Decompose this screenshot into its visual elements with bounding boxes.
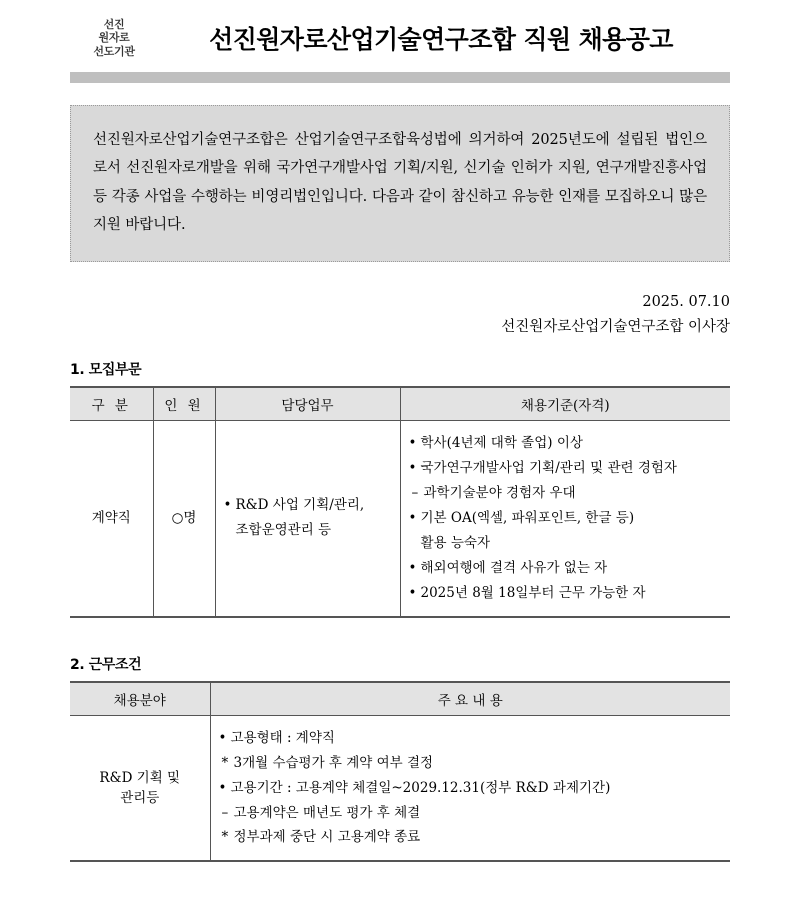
introduction-paragraph: 선진원자로산업기술연구조합은 산업기술연구조합육성법에 의거하여 2025년도에 설립된 법인으로서 선진원자로개발을 위해 국가연구개발사업 기획/지원, 신기술 인허가 지원, 연구개발진흥사업 등 각종 사업을 수행하는 비영리법인입니다. 다음과 같이 참신하고 유능한 인재를 모집하오니 많은 지원 바랍니다. <box>93 132 707 233</box>
list-item: • 학사(4년제 대학 졸업) 이상 <box>407 431 725 456</box>
column-header-qualifications: 채용기준(자격) <box>400 387 730 421</box>
organization-logo <box>70 18 158 58</box>
introduction-box <box>70 105 730 262</box>
list-item: • 기본 OA(엑셀, 파워포인트, 한글 등) <box>407 506 725 531</box>
announcement-date: 2025. 07.10 <box>642 294 730 311</box>
header-divider-bar <box>70 72 730 83</box>
list-item: • 고용형태 : 계약직 <box>217 726 725 751</box>
details-list <box>217 726 725 851</box>
list-item: * 정부과제 중단 시 고용계약 종료 <box>217 825 725 850</box>
field-line-2: 관리등 <box>120 790 160 807</box>
list-item: 조합운영관리 등 <box>235 522 332 539</box>
column-header-duties: 담당업무 <box>215 387 400 421</box>
cell-category: 계약직 <box>70 420 153 616</box>
list-item: * 3개월 수습평가 후 계약 여부 결정 <box>217 751 725 776</box>
qualifications-list <box>407 431 725 606</box>
section-2-heading: 2. 근무조건 <box>70 656 142 673</box>
column-header-category: 구 분 <box>70 387 153 421</box>
cell-qualifications <box>400 420 730 616</box>
cell-duties <box>215 420 400 616</box>
column-header-details: 주 요 내 용 <box>210 682 730 716</box>
list-item: – 고용계약은 매년도 평가 후 체결 <box>217 801 725 826</box>
recruitment-table <box>70 386 730 618</box>
list-item: • 해외여행에 결격 사유가 없는 자 <box>407 556 725 581</box>
list-item: 활용 능숙자 <box>420 534 490 551</box>
cell-field <box>70 715 210 861</box>
signature-block <box>70 290 730 341</box>
working-conditions-table <box>70 681 730 863</box>
document-header <box>70 0 730 62</box>
logo-line-3: 선도기관 <box>93 44 135 58</box>
table-header-row <box>70 682 730 716</box>
field-line-1: R&D 기획 및 <box>99 769 181 786</box>
list-item: • R&D 사업 기획/관리, <box>222 493 394 518</box>
section-1-heading: 1. 모집부문 <box>70 361 142 378</box>
duties-list <box>222 493 394 543</box>
logo-line-2: 원자로 <box>98 31 130 45</box>
page-title: 선진원자로산업기술연구조합 직원 채용공고 <box>209 25 673 54</box>
table-row <box>70 420 730 616</box>
issuer-name: 선진원자로산업기술연구조합 이사장 <box>501 319 730 336</box>
list-item: – 과학기술분야 경험자 우대 <box>407 481 725 506</box>
logo-line-1: 선진 <box>103 17 125 31</box>
table-header-row <box>70 387 730 421</box>
list-item: • 고용기간 : 고용계약 체결일~2029.12.31(정부 R&D 과제기간) <box>217 776 725 801</box>
list-item: • 2025년 8월 18일부터 근무 가능한 자 <box>407 581 725 606</box>
cell-details <box>210 715 730 861</box>
list-item: • 국가연구개발사업 기획/관리 및 관련 경험자 <box>407 456 725 481</box>
column-header-headcount: 인 원 <box>153 387 215 421</box>
table-row <box>70 715 730 861</box>
column-header-field: 채용분야 <box>70 682 210 716</box>
cell-headcount: ○명 <box>153 420 215 616</box>
